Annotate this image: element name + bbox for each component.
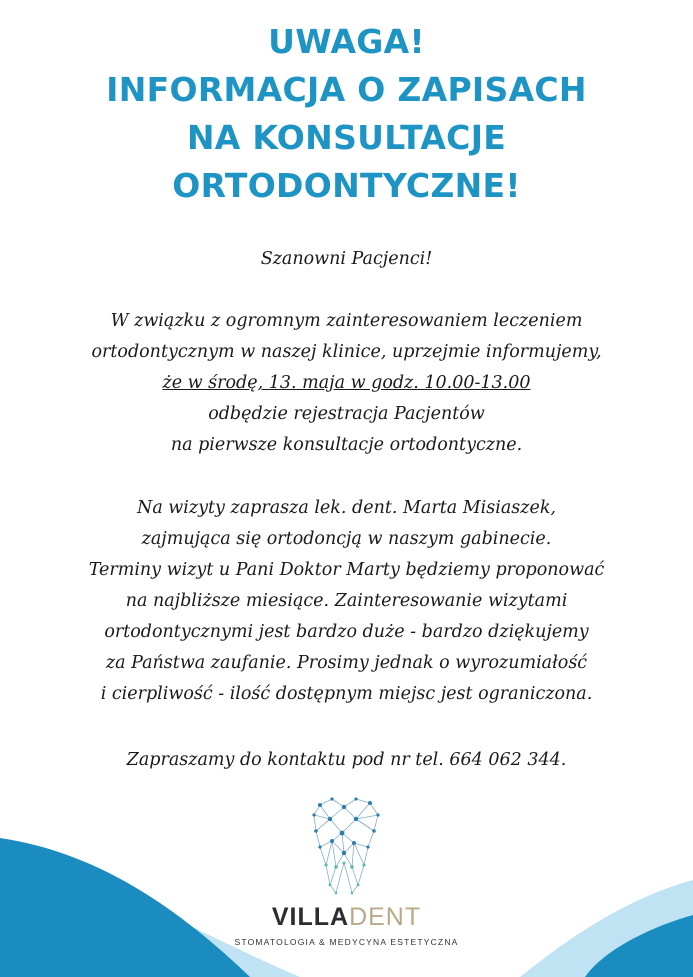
- greeting: [0, 244, 693, 275]
- paragraph-line: na najbliższe miesiące. Zainteresowanie wizytami: [125, 591, 568, 611]
- brand-logo-text: [0, 903, 693, 932]
- contact-text: Zapraszamy do kontaktu pod nr tel. 664 062 344.: [126, 750, 567, 770]
- brand-name-part-2: DENT: [349, 903, 422, 931]
- paragraph-registration: [0, 306, 693, 461]
- headline: [0, 18, 693, 210]
- paragraph-line: ortodontycznym w naszej klinice, uprzejmie informujemy,: [91, 342, 602, 362]
- greeting-text: Szanowni Pacjenci!: [260, 249, 433, 269]
- headline-line-4: ORTODONTYCZNE!: [172, 166, 521, 205]
- paragraph-line: i cierpliwość - ilość dostępnym miejsc jest ograniczona.: [100, 684, 593, 704]
- paragraph-line: Na wizyty zaprasza lek. dent. Marta Misiaszek,: [137, 498, 556, 518]
- registration-date: że w środę, 13. maja w godz. 10.00-13.00: [162, 373, 531, 393]
- headline-line-1: UWAGA!: [268, 22, 425, 61]
- paragraph-doctor: [0, 493, 693, 710]
- paragraph-line: za Państwa zaufanie. Prosimy jednak o wyrozumiałość: [105, 653, 588, 673]
- paragraph-line: zajmująca się ortodoncją w naszym gabinecie.: [141, 529, 552, 549]
- paragraph-line: odbędzie rejestracja Pacjentów: [208, 404, 485, 424]
- brand-name-part-1: VILLA: [271, 903, 350, 931]
- headline-line-2: INFORMACJA O ZAPISACH: [106, 70, 587, 109]
- paragraph-line: W związku z ogromnym zainteresowaniem leczeniem: [110, 311, 583, 331]
- paragraph-line: ortodontycznymi jest bardzo duże - bardzo dziękujemy: [104, 622, 589, 642]
- contact-line: [0, 745, 693, 776]
- headline-line-3: NA KONSULTACJE: [186, 118, 507, 157]
- paragraph-line: Terminy wizyt u Pani Doktor Marty będziemy proponować: [88, 560, 605, 580]
- paragraph-line: na pierwsze konsultacje ortodontyczne.: [170, 435, 523, 455]
- brand-tagline: STOMATOLOGIA & MEDYCYNA ESTETYCZNA: [234, 937, 459, 947]
- tooth-logo-icon: [310, 793, 385, 901]
